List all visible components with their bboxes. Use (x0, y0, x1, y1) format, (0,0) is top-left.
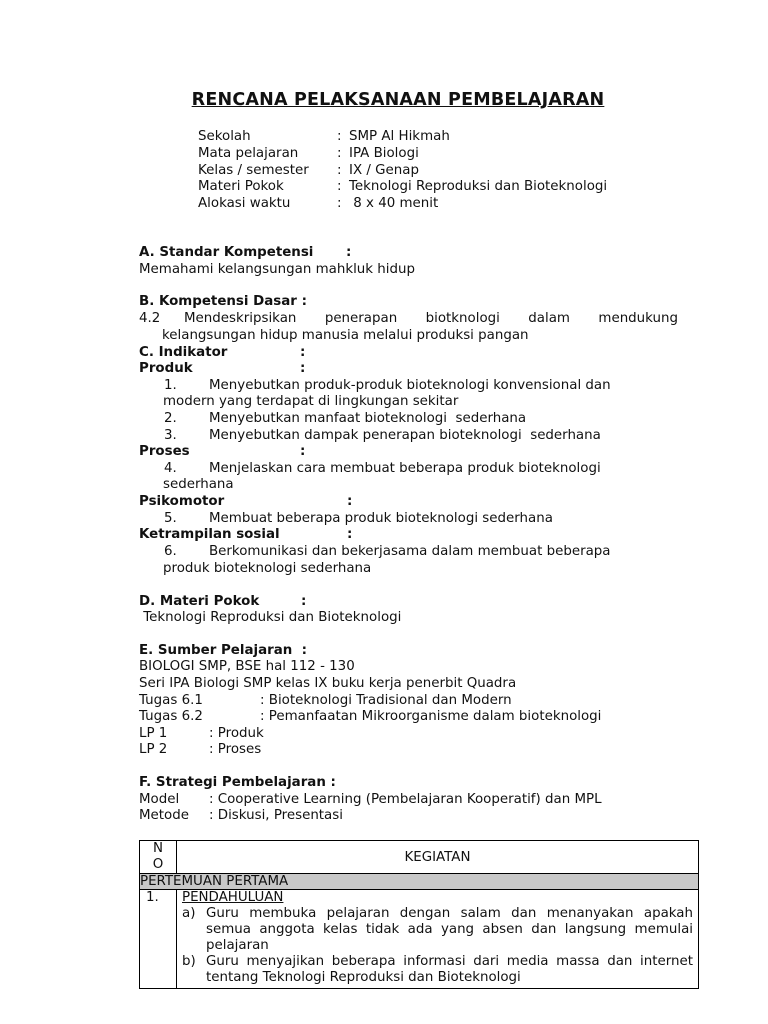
indicator-number: 3. (164, 428, 177, 443)
list-item-mark: b) (182, 954, 196, 969)
identity-colon: : (337, 129, 342, 144)
table-row (140, 890, 699, 989)
strategy-value: : Diskusi, Presentasi (209, 808, 343, 823)
indicator-text-cont: modern yang terdapat di lingkungan sekitar (163, 394, 459, 409)
list-item-text: Guru menyajikan beberapa informasi dari media massa dan internet tentang Teknologi Reproduksi dan Bioteknologi (206, 954, 693, 985)
indicator-text: Menyebutkan dampak penerapan bioteknologi sederhana (209, 428, 601, 443)
identity-label: Alokasi waktu (198, 196, 291, 211)
indicator-group-colon: : (347, 527, 353, 542)
section-a-text: Memahami kelangsungan mahkluk hidup (139, 262, 415, 277)
indicator-group-ketrampilan: Ketrampilan sosial (139, 527, 280, 542)
section-a-heading: A. Standar Kompetensi (139, 245, 314, 260)
row-heading: PENDAHULUAN (182, 890, 284, 905)
resource-label: LP 1 (139, 726, 168, 741)
header-no-line1: N (152, 841, 164, 856)
identity-value: Teknologi Reproduksi dan Bioteknologi (349, 179, 608, 194)
identity-value: SMP Al Hikmah (349, 129, 450, 144)
resource-value: : Proses (209, 742, 262, 757)
indicator-text: Menyebutkan produk-produk bioteknologi konvensional dan (209, 378, 611, 393)
indicator-number: 1. (164, 378, 177, 393)
pertemuan-row (140, 874, 699, 890)
strategy-label: Metode (139, 808, 189, 823)
identity-colon: : (337, 163, 342, 178)
header-no (140, 841, 177, 874)
identity-value: 8 x 40 menit (349, 196, 439, 211)
strategy-value: : Cooperative Learning (Pembelajaran Kooperatif) dan MPL (209, 792, 602, 807)
resource-value: : Bioteknologi Tradisional dan Modern (260, 693, 512, 708)
section-d-heading: D. Materi Pokok (139, 594, 260, 609)
section-a-colon: : (346, 245, 352, 260)
section-e-heading: E. Sumber Pelajaran : (139, 643, 307, 658)
strategy-label: Model (139, 792, 180, 807)
header-no-line2: O (152, 857, 164, 872)
indicator-text-cont: sederhana (163, 477, 234, 492)
identity-colon: : (337, 146, 342, 161)
header-kegiatan: KEGIATAN (177, 841, 699, 874)
identity-label: Materi Pokok (198, 179, 284, 194)
section-b-heading: B. Kompetensi Dasar : (139, 294, 307, 309)
indicator-text: Membuat beberapa produk bioteknologi sederhana (209, 511, 553, 526)
kegiatan-table (139, 840, 699, 989)
list-item-text: Guru membuka pelajaran dengan salam dan menanyakan apakah semua anggota kelas tidak ada yang absen dan langsung memulai pelajaran (206, 906, 693, 953)
indicator-group-colon: : (347, 494, 353, 509)
section-c-heading: C. Indikator (139, 345, 228, 360)
resource-value: : Produk (209, 726, 264, 741)
list-item (182, 906, 693, 954)
section-d-text: Teknologi Reproduksi dan Bioteknologi (139, 610, 402, 625)
section-b-line2: kelangsungan hidup manusia melalui produksi pangan (162, 328, 529, 343)
resource-label: Tugas 6.1 (139, 693, 203, 708)
document-title: RENCANA PELAKSANAAN PEMBELAJARAN (191, 90, 605, 110)
indicator-group-psikomotor: Psikomotor (139, 494, 225, 509)
section-f-heading: F. Strategi Pembelajaran : (139, 775, 336, 790)
section-e-line2: Seri IPA Biologi SMP kelas IX buku kerja penerbit Quadra (139, 676, 517, 691)
section-c-colon: : (300, 345, 306, 360)
section-d-colon: : (301, 594, 307, 609)
indicator-number: 2. (164, 411, 177, 426)
row-content (177, 890, 699, 989)
indicator-group-colon: : (300, 361, 306, 376)
identity-label: Sekolah (198, 129, 251, 144)
indicator-number: 4. (164, 461, 177, 476)
identity-label: Mata pelajaran (198, 146, 299, 161)
section-b-line1: Mendeskripsikan penerapan biotknologi dalam mendukung (184, 311, 678, 326)
indicator-text: Menyebutkan manfaat bioteknologi sederhana (209, 411, 527, 426)
section-b-number: 4.2 (139, 311, 161, 326)
table-header-row (140, 841, 699, 874)
resource-label: Tugas 6.2 (139, 709, 203, 724)
identity-colon: : (337, 179, 342, 194)
indicator-text: Menjelaskan cara membuat beberapa produk bioteknologi (209, 461, 601, 476)
identity-value: IX / Genap (349, 163, 419, 178)
resource-value: : Pemanfaatan Mikroorganisme dalam bioteknologi (260, 709, 602, 724)
list-item (182, 954, 693, 986)
indicator-text-cont: produk bioteknologi sederhana (163, 561, 372, 576)
indicator-number: 5. (164, 511, 177, 526)
indicator-group-proses: Proses (139, 444, 190, 459)
identity-value: IPA Biologi (349, 146, 419, 161)
resource-label: LP 2 (139, 742, 168, 757)
section-e-line1: BIOLOGI SMP, BSE hal 112 - 130 (139, 659, 355, 674)
identity-colon: : (337, 196, 342, 211)
row-number: 1. (140, 890, 177, 989)
identity-label: Kelas / semester (198, 163, 309, 178)
list-item-mark: a) (182, 906, 196, 921)
indicator-number: 6. (164, 544, 177, 559)
indicator-group-produk: Produk (139, 361, 193, 376)
indicator-group-colon: : (300, 444, 306, 459)
pertemuan-label: PERTEMUAN PERTAMA (140, 874, 699, 890)
indicator-text: Berkomunikasi dan bekerjasama dalam membuat beberapa (209, 544, 611, 559)
